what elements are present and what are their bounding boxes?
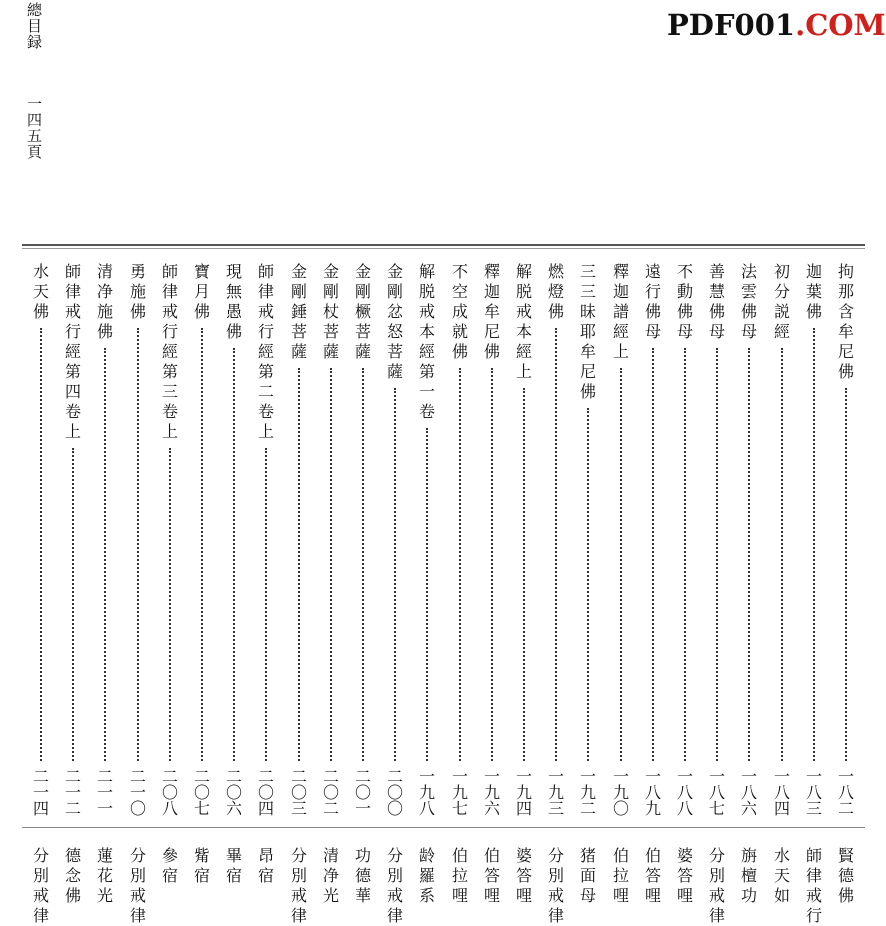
next-section-entry: 蓮花光 [96, 846, 113, 905]
toc-entry [546, 262, 566, 817]
toc-entry-title: 水天佛 [32, 262, 49, 321]
dot-leader [845, 388, 847, 761]
next-section-entry: 賢德佛 [837, 846, 854, 905]
next-section-entry: 婆答哩 [515, 846, 532, 905]
toc-entry-title: 勇施佛 [129, 262, 146, 321]
dot-leader [330, 368, 332, 761]
next-section-entry: 參宿 [161, 846, 178, 885]
toc-entry-page: 一八九 [644, 767, 661, 818]
toc-entry-page: 一八七 [708, 767, 725, 818]
toc-entry-title: 寶月佛 [193, 262, 210, 321]
toc-entry-page: 一八六 [740, 767, 757, 818]
toc-entry [739, 262, 759, 817]
dot-leader [555, 328, 557, 761]
toc-entry-page: 一九四 [515, 767, 532, 818]
dot-leader [72, 448, 74, 761]
toc-entry [385, 262, 405, 817]
toc-entry [707, 262, 727, 817]
toc-entry-page: 一九〇 [612, 767, 629, 818]
toc-entry [353, 262, 373, 817]
next-section-entry: 觜宿 [193, 846, 210, 885]
toc-entry-title: 金剛錘菩薩 [290, 262, 307, 361]
toc-entry [417, 262, 437, 817]
toc-entry [128, 262, 148, 817]
toc-entry-page: 二一〇 [129, 767, 146, 818]
toc-entry-page: 一八三 [805, 767, 822, 818]
dot-leader [233, 348, 235, 761]
next-section-entry: 功德華 [354, 846, 371, 905]
next-section-entry: 分別戒律 [32, 846, 49, 925]
toc-entry-page: 二一四 [32, 767, 49, 818]
next-section-entry: 伯拉哩 [612, 846, 629, 905]
toc-entry-page: 一八八 [676, 767, 693, 818]
toc-entry-title: 三三昧耶牟尼佛 [579, 262, 596, 401]
lower-section-rule [22, 827, 865, 828]
next-section-entry: 婆答哩 [676, 846, 693, 905]
toc-entry [578, 262, 598, 817]
toc-entry-page: 一九三 [547, 767, 564, 818]
dot-leader [459, 368, 461, 761]
running-head-title: 總目録 [25, 2, 43, 50]
toc-entry-page: 一九八 [418, 767, 435, 818]
logo-suffix-text: .COM [795, 8, 886, 42]
toc-entry-page: 一九六 [483, 767, 500, 818]
next-section-entry: 分別戒律 [547, 846, 564, 925]
watermark-logo [667, 8, 886, 42]
toc-entry-page: 一九二 [579, 767, 596, 818]
dot-leader [298, 368, 300, 761]
dot-leader [620, 368, 622, 761]
toc-entry-title: 清净施佛 [96, 262, 113, 341]
toc-entry-title: 法雲佛母 [740, 262, 757, 341]
toc-entry [256, 262, 276, 817]
toc-entry [321, 262, 341, 817]
dot-leader [587, 408, 589, 761]
next-section-entry: 水天如 [773, 846, 790, 905]
toc-entry-title: 善慧佛母 [708, 262, 725, 341]
dot-leader [748, 348, 750, 761]
toc-entry-title: 金剛忿怒菩薩 [386, 262, 403, 381]
next-section-entry: 昂宿 [257, 846, 274, 885]
top-double-rule [22, 244, 865, 246]
dot-leader [716, 348, 718, 761]
toc-entry-page: 二〇六 [225, 767, 242, 818]
toc-entry-title: 師律戒行經第三卷上 [161, 262, 178, 441]
toc-entry-title: 不動佛母 [676, 262, 693, 341]
toc-entry [160, 262, 180, 817]
toc-entry-page: 二〇〇 [386, 767, 403, 818]
toc-entry-title: 不空成就佛 [451, 262, 468, 361]
toc-entry-title: 燃燈佛 [547, 262, 564, 321]
toc-entry-page: 二〇七 [193, 767, 210, 818]
dot-leader [491, 368, 493, 761]
toc-entry [31, 262, 51, 817]
next-section-entry: 旃檀功 [740, 846, 757, 905]
dot-leader [684, 348, 686, 761]
toc-entry-page: 二〇三 [290, 767, 307, 818]
dot-leader [169, 448, 171, 761]
toc-entry-title: 金剛橛菩薩 [354, 262, 371, 361]
next-section-entry: 伯答哩 [644, 846, 661, 905]
toc-entry-page: 一八四 [773, 767, 790, 818]
next-section-entry: 分別戒律 [708, 846, 725, 925]
dot-leader [201, 328, 203, 761]
toc-entry [804, 262, 824, 817]
dot-leader [394, 388, 396, 761]
toc-entry [450, 262, 470, 817]
toc-entry-title: 師律戒行經第四卷上 [64, 262, 81, 441]
next-section-entry: 猪面母 [579, 846, 596, 905]
next-section-entry: 清净光 [322, 846, 339, 905]
dot-leader [265, 448, 267, 761]
dot-leader [137, 328, 139, 761]
toc-entry-page: 二〇八 [161, 767, 178, 818]
toc-entry [482, 262, 502, 817]
toc-entry-title: 釋迦譜經上 [612, 262, 629, 361]
next-section-entry: 師律戒行 [805, 846, 822, 925]
next-section-entry: 龄羅系 [418, 846, 435, 905]
toc-entry-page: 二一二 [64, 767, 81, 818]
toc-entry-title: 釋迦牟尼佛 [483, 262, 500, 361]
toc-entry [836, 262, 856, 817]
dot-leader [40, 328, 42, 761]
logo-main-text: PDF001 [667, 8, 796, 42]
next-section-entry: 德念佛 [64, 846, 81, 905]
toc-entry-title: 師律戒行經第二卷上 [257, 262, 274, 441]
dot-leader [813, 328, 815, 761]
toc-entry-page: 二一一 [96, 767, 113, 818]
next-section-entry: 分別戒律 [129, 846, 146, 925]
toc-entry-title: 現無愚佛 [225, 262, 242, 341]
toc-entry [514, 262, 534, 817]
toc-entry [675, 262, 695, 817]
dot-leader [426, 428, 428, 761]
toc-entry-title: 金剛杖菩薩 [322, 262, 339, 361]
toc-entry-page: 二〇二 [322, 767, 339, 818]
toc-entry-page: 一八二 [837, 767, 854, 818]
toc-entry-title: 迦葉佛 [805, 262, 822, 321]
toc-entry [63, 262, 83, 817]
toc-entry [192, 262, 212, 817]
toc-entry [95, 262, 115, 817]
toc-entry-title: 解脱戒本經上 [515, 262, 532, 381]
toc-entry-page: 二〇一 [354, 767, 371, 818]
running-head-page-number: 一四五頁 [25, 96, 43, 160]
toc-entry-page: 二〇四 [257, 767, 274, 818]
toc-entry [772, 262, 792, 817]
toc-entry-title: 拘那含牟尼佛 [837, 262, 854, 381]
next-section-entry: 伯拉哩 [451, 846, 468, 905]
toc-entry-page: 一九七 [451, 767, 468, 818]
toc-entry [289, 262, 309, 817]
toc-entry-title: 解脱戒本經第一卷 [418, 262, 435, 421]
toc-entry-title: 遠行佛母 [644, 262, 661, 341]
dot-leader [362, 368, 364, 761]
next-section-entry: 分別戒律 [290, 846, 307, 925]
toc-entry [643, 262, 663, 817]
toc-entry [611, 262, 631, 817]
dot-leader [652, 348, 654, 761]
toc-entry-title: 初分説經 [773, 262, 790, 341]
dot-leader [523, 388, 525, 761]
dot-leader [104, 348, 106, 761]
next-section-entry: 分別戒律 [386, 846, 403, 925]
top-double-rule-inner [22, 248, 865, 249]
toc-entry [224, 262, 244, 817]
next-section-entry: 伯答哩 [483, 846, 500, 905]
dot-leader [781, 348, 783, 761]
next-section-entry: 畢宿 [225, 846, 242, 885]
